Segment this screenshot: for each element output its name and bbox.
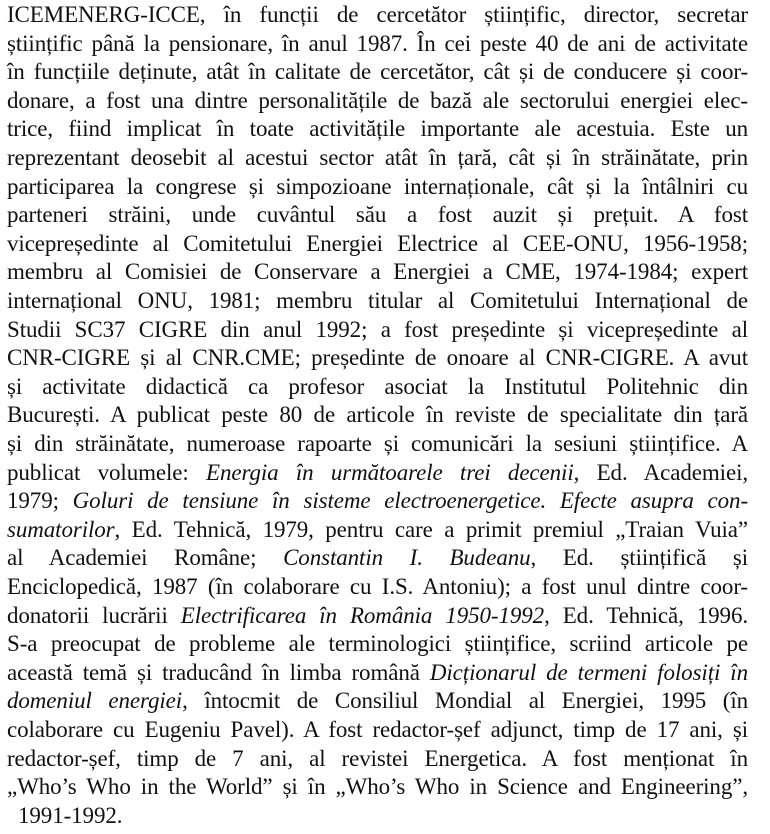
text-line xyxy=(7,543,748,572)
line-text: publicat volumele: xyxy=(7,459,206,485)
text-line xyxy=(7,86,748,115)
text-line xyxy=(7,772,748,801)
text-line xyxy=(7,744,748,773)
italic-title-text: Dicționarul de termeni folosiți în xyxy=(429,659,748,685)
line-text: Studii SC37 CIGRE din anul 1992; a fost președinte și vicepreședinte al xyxy=(7,316,748,342)
text-line xyxy=(7,715,748,744)
line-text: parteneri străini, unde cuvântul său a fost auzit și prețuit. A fost xyxy=(7,202,748,228)
line-text: științific până la pensionare, în anul 1987. În cei peste 40 de ani de activitate xyxy=(7,30,748,56)
text-line xyxy=(7,458,748,487)
text-line xyxy=(7,429,748,458)
line-text: donatorii lucrării xyxy=(7,602,181,628)
line-text: , Ed. Tehnică, 1996. xyxy=(544,602,748,628)
text-line xyxy=(7,629,748,658)
text-line xyxy=(7,114,748,143)
text-line xyxy=(7,286,748,315)
line-text: membru al Comisiei de Conservare a Energiei a CME, 1974-1984; expert xyxy=(7,259,748,285)
text-line xyxy=(7,486,748,515)
line-text: și activitate didactică ca profesor asociat la Institutul Politehnic din xyxy=(7,373,748,399)
italic-title-text: Energia în următoarele trei decenii xyxy=(206,459,574,485)
line-text: , întocmit de Consiliul Mondial al Energiei, 1995 (în xyxy=(182,688,749,714)
line-text: 1979; xyxy=(7,488,73,514)
text-line xyxy=(7,572,748,601)
line-text: participarea la congrese și simpozioane internaționale, cât și la întâlniri cu xyxy=(7,173,748,199)
line-text: trice, fiind implicat în toate activitățile importante ale acestuia. Este un xyxy=(7,116,748,142)
text-line xyxy=(7,372,748,401)
text-line xyxy=(7,57,748,86)
text-line xyxy=(7,400,748,429)
line-text: în funcțiile deținute, atât în calitate de cercetător, cât și de conducere și coor- xyxy=(7,59,748,85)
line-text: redactor-șef, timp de 7 ani, al revistei Energetica. A fost menționat în xyxy=(7,745,748,771)
italic-title-text: Electrificarea în România 1950-1992 xyxy=(180,602,545,628)
line-text: și din străinătate, numeroase rapoarte și comunicări la sesiuni științifice. A xyxy=(7,431,748,456)
line-text: reprezentant deosebit al acestui sector atât în țară, cât și în străinătate, prin xyxy=(7,145,748,170)
text-line xyxy=(7,658,748,687)
text-line xyxy=(7,515,748,544)
text-line xyxy=(7,0,748,29)
text-line xyxy=(7,257,748,286)
text-line xyxy=(7,315,748,344)
text-line xyxy=(18,801,759,830)
text-line xyxy=(7,343,748,372)
italic-title-text: Goluri de tensiune în sisteme electroenergetice. Efecte asupra con- xyxy=(72,488,748,514)
text-line xyxy=(7,601,748,630)
text-line xyxy=(7,686,748,715)
line-text: București. A publicat peste 80 de articole în reviste de specialitate din țară xyxy=(7,402,748,428)
italic-title-text: Constantin I. Budeanu xyxy=(283,545,531,571)
text-line xyxy=(7,172,748,201)
line-text: donare, a fost una dintre personalitățile de bază ale sectorului energiei elec- xyxy=(7,87,748,113)
line-text: S-a preocupat de probleme ale terminologici științifice, scriind articole pe xyxy=(7,631,748,657)
text-line xyxy=(7,229,748,258)
line-text: 1991-1992. xyxy=(18,802,123,828)
line-text: ICEMENERG-ICCE, în funcții de cercetător științific, director, secretar xyxy=(7,2,748,27)
line-text: colaborare cu Eugeniu Pavel). A fost redactor-șef adjunct, timp de 17 ani, și xyxy=(7,717,748,742)
line-text: , Ed. Academiei, xyxy=(573,459,749,485)
line-text: CNR-CIGRE și al CNR.CME; președinte de onoare al CNR-CIGRE. A avut xyxy=(7,345,748,371)
line-text: această temă și traducând în limba română xyxy=(7,659,430,685)
italic-title-text: domeniul energiei xyxy=(7,688,183,714)
italic-title-text: sumatorilor xyxy=(7,516,115,542)
line-text: vicepreședinte al Comitetului Energiei Electrice al CEE-ONU, 1956-1958; xyxy=(7,230,748,256)
text-line xyxy=(7,200,748,229)
line-text: internațional ONU, 1981; membru titular al Comitetului Internațional de xyxy=(7,288,748,313)
line-text: , Ed. științifică și xyxy=(530,545,748,571)
text-line xyxy=(7,29,748,58)
line-text: al Academiei Române; xyxy=(7,545,284,571)
line-text: Enciclopedică, 1987 (în colaborare cu I.S. Antoniu); a fost unul dintre coor- xyxy=(7,574,748,599)
text-line xyxy=(7,143,748,172)
line-text: „Who’s Who in the World” și în „Who’s Who in Science and Engineering”, xyxy=(7,774,748,800)
line-text: , Ed. Tehnică, 1979, pentru care a primit premiul „Traian Vuia” xyxy=(114,516,748,542)
